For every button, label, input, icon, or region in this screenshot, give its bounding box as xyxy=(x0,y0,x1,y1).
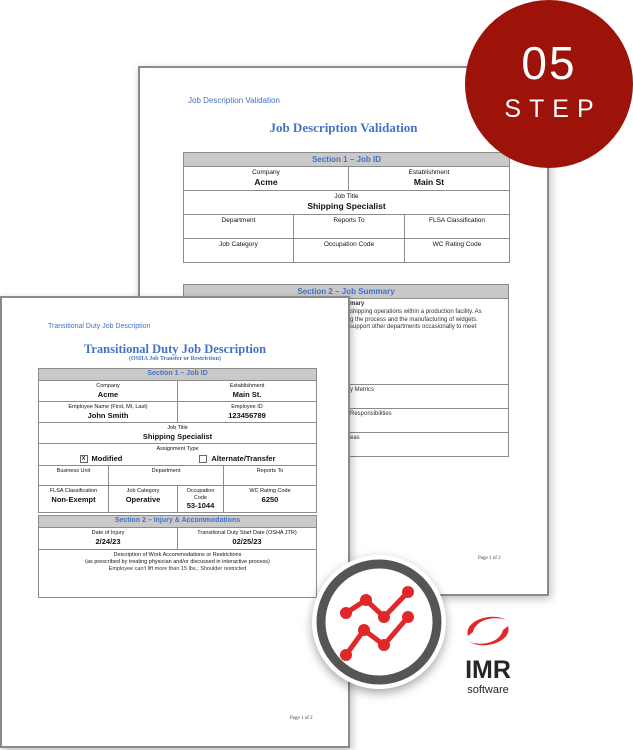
assignment-type-label: Assignment Type xyxy=(156,445,199,452)
wc-rating-label: WC Rating Code xyxy=(249,487,291,494)
document-header: Job Description Validation xyxy=(188,96,280,105)
job-category-cell xyxy=(109,485,178,513)
flsa-cell xyxy=(39,485,109,513)
wc-rating-cell xyxy=(224,485,317,513)
accommodations-sublabel: (as prescribed by treating physician and/or discussed in interactive process) xyxy=(85,559,270,566)
step-number: 05 xyxy=(521,37,577,89)
modified-option[interactable] xyxy=(80,454,123,463)
job-title-label: Job Title xyxy=(167,424,188,431)
section-2-heading: Section 2 – Job Summary xyxy=(184,285,509,299)
analytics-badge xyxy=(312,555,446,689)
assignment-type-cell xyxy=(39,443,317,465)
job-id-table xyxy=(183,152,510,263)
flsa-label: FLSA Classification xyxy=(429,217,486,224)
company-cell xyxy=(39,381,178,402)
wc-rating-label: WC Rating Code xyxy=(432,241,482,248)
establishment-cell xyxy=(349,167,510,191)
accommodations-value: Employee can't lift more than 15 lbs.; Shoulder restricted xyxy=(108,566,247,573)
department-label: Department xyxy=(151,467,181,474)
company-cell xyxy=(184,167,349,191)
occupation-code-value: 53-1044 xyxy=(186,501,215,511)
metrics-label: y Metrics xyxy=(350,387,374,393)
job-category-label: Job Category xyxy=(126,487,160,494)
job-category-value: Operative xyxy=(125,494,161,504)
injury-date-value: 2/24/23 xyxy=(95,536,121,546)
employee-id-label: Employee ID xyxy=(231,403,263,410)
business-unit-label: Business Unit xyxy=(56,467,91,474)
alternate-label: Alternate/Transfer xyxy=(211,453,276,463)
summary-line-3: support other departments occasionally to meet xyxy=(350,324,477,331)
document-title: Job Description Validation xyxy=(269,120,418,135)
occupation-code-label: Occupation Code xyxy=(323,241,375,248)
modified-label: Modified xyxy=(91,453,123,463)
occupation-code-label: Occupation Code xyxy=(186,487,215,501)
establishment-cell xyxy=(178,381,317,402)
employee-name-value: John Smith xyxy=(87,410,129,420)
establishment-value: Main St xyxy=(413,176,445,187)
establishment-value: Main St. xyxy=(232,389,262,399)
line-chart-icon xyxy=(312,555,446,689)
td-start-cell xyxy=(178,528,317,550)
document-title: Transitional Duty Job Description xyxy=(83,342,267,356)
summary-line-1: shipping operations within a production facility. As xyxy=(350,308,482,315)
summary-line-2: g the process and the manufacturing of widgets. xyxy=(350,316,478,323)
employee-id-value: 123456789 xyxy=(228,410,266,420)
job-category-cell xyxy=(184,239,294,263)
document-subtitle: (OSHA Job Transfer or Restriction) xyxy=(129,356,221,362)
responsibilities-label: Responsibilities xyxy=(350,411,392,417)
reports-to-cell xyxy=(224,465,317,485)
employee-id-cell xyxy=(178,401,317,422)
job-category-label: Job Category xyxy=(219,241,258,248)
company-label: Company xyxy=(96,383,120,389)
summary-heading: mary xyxy=(350,301,365,307)
section-1-heading: Section 1 – Job ID xyxy=(184,153,510,167)
employee-name-cell xyxy=(39,401,178,422)
logo-brand: IMR xyxy=(465,656,511,684)
injury-date-cell xyxy=(39,528,178,550)
flsa-label: FLSA Classification xyxy=(49,487,98,494)
department-label: Department xyxy=(221,217,256,224)
job-title-value: Shipping Specialist xyxy=(307,200,386,211)
reports-to-cell xyxy=(294,215,405,239)
job-title-value: Shipping Specialist xyxy=(142,431,213,441)
job-title-label: Job Title xyxy=(334,193,359,200)
imr-logo-icon xyxy=(455,608,521,654)
job-title-cell xyxy=(39,422,317,443)
page-number: Page 1 of 2 xyxy=(290,716,313,721)
areas-label: eas xyxy=(350,435,360,441)
occupation-code-cell xyxy=(294,239,405,263)
alternate-option[interactable] xyxy=(199,454,275,463)
imr-software-logo xyxy=(455,608,521,708)
alternate-checkbox[interactable] xyxy=(199,455,207,463)
td-start-value: 02/25/23 xyxy=(232,536,262,546)
transitional-duty-document xyxy=(0,296,350,748)
company-label: Company xyxy=(252,169,280,176)
logo-subtitle: software xyxy=(467,684,509,696)
modified-checkbox[interactable]: X xyxy=(80,455,88,463)
employee-name-label: Employee Name (First, MI, Last) xyxy=(68,403,148,410)
injury-date-label: Date of Injury xyxy=(91,530,125,536)
accommodations-cell xyxy=(39,550,317,598)
section-1-heading: Section 1 – Job ID xyxy=(39,369,317,381)
job-id-table xyxy=(38,368,317,513)
wc-rating-cell xyxy=(405,239,510,263)
company-value: Acme xyxy=(254,176,278,187)
td-start-label: Transitional Duty Start Date (OSHA JTR) xyxy=(197,530,297,536)
establishment-label: Establishment xyxy=(408,169,450,176)
document-header: Transitional Duty Job Description xyxy=(48,323,151,330)
flsa-cell xyxy=(405,215,510,239)
injury-accommodations-table xyxy=(38,515,317,598)
step-badge xyxy=(465,0,633,168)
occupation-code-cell xyxy=(178,485,224,513)
business-unit-cell xyxy=(39,465,109,485)
step-label: STEP xyxy=(504,95,602,123)
section-2-heading: Section 2 – Injury & Accommodations xyxy=(39,516,317,528)
company-value: Acme xyxy=(97,389,119,399)
establishment-label: Establishment xyxy=(229,383,265,389)
wc-rating-value: 6250 xyxy=(261,494,279,504)
job-title-cell xyxy=(184,191,510,215)
flsa-value: Non-Exempt xyxy=(51,494,96,504)
reports-to-label: Reports To xyxy=(256,467,284,474)
department-cell xyxy=(184,215,294,239)
accommodations-label: Description of Work Accommodations or Restrictions xyxy=(113,552,242,558)
department-cell xyxy=(109,465,224,485)
reports-to-label: Reports To xyxy=(333,217,365,224)
page-number: Page 1 of 2 xyxy=(478,556,501,561)
